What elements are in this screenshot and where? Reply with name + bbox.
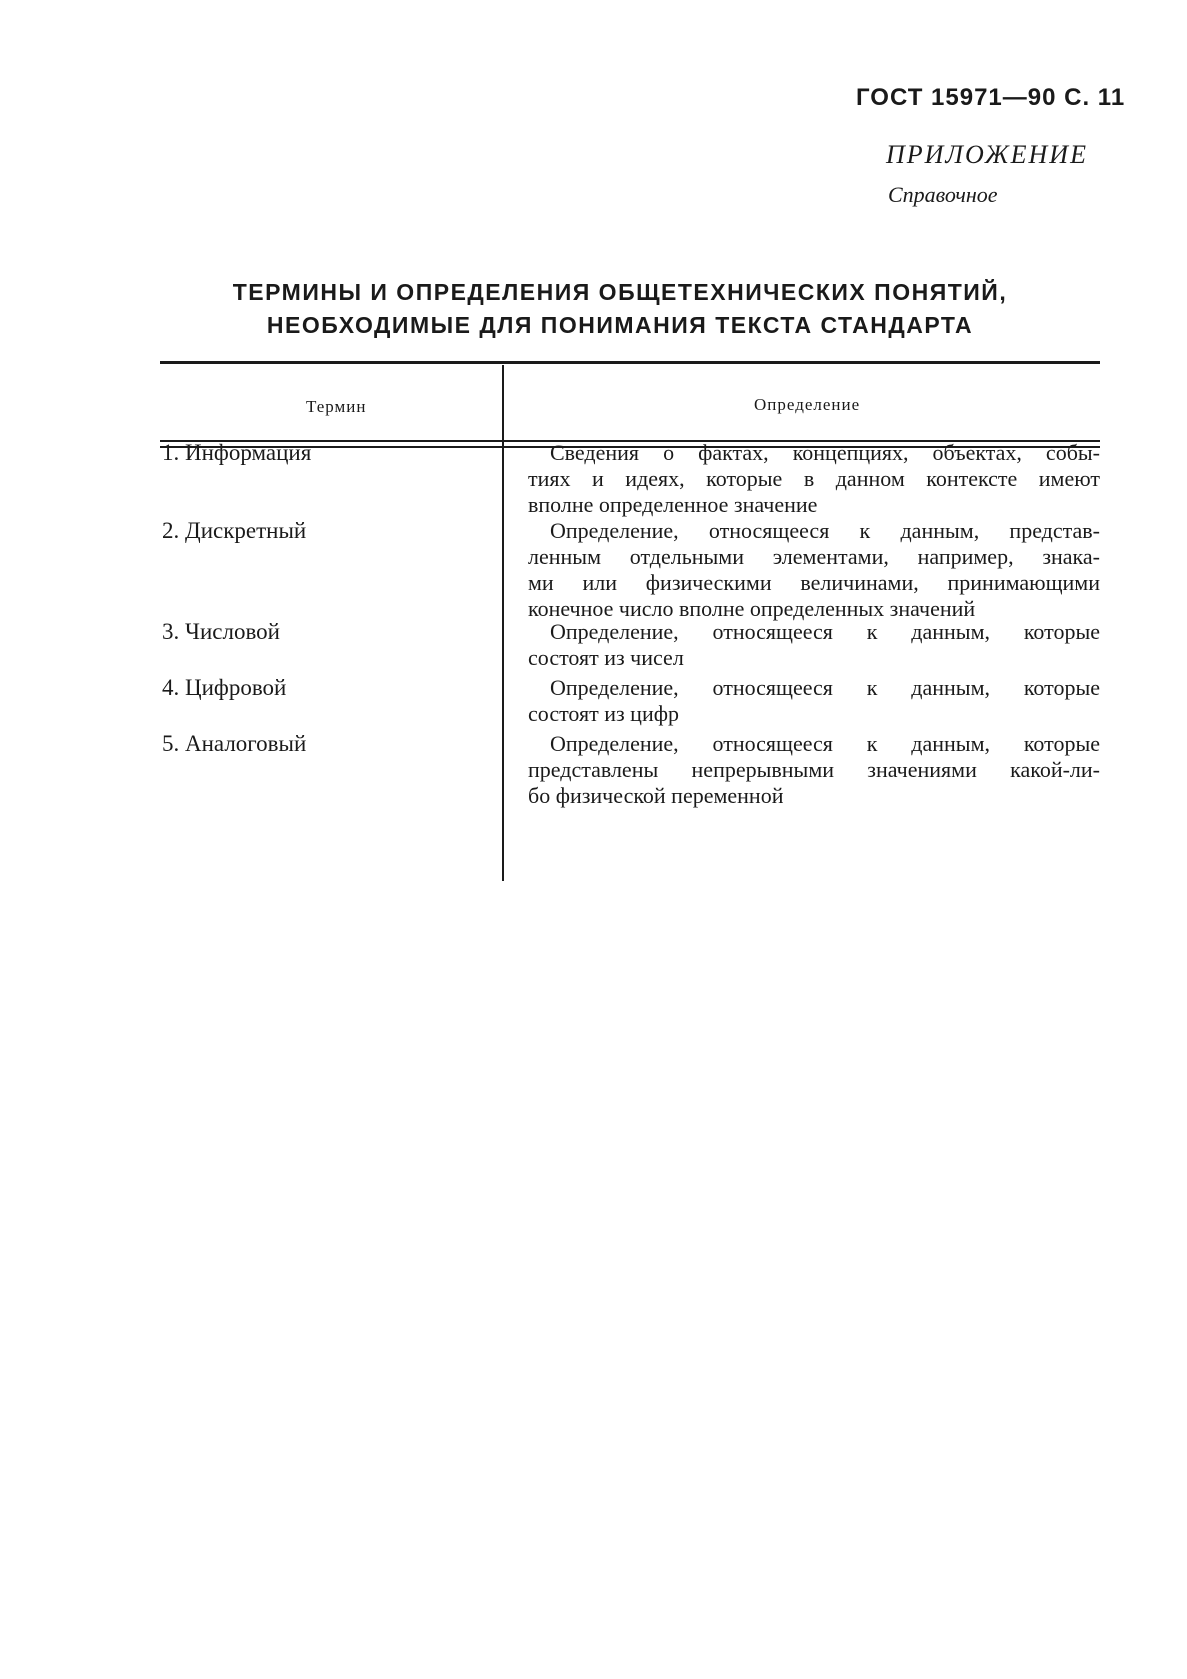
definition-line: Определение, относящееся к данным, которые: [550, 675, 1100, 700]
column-header-term: Термин: [306, 397, 367, 416]
terms-table: [160, 361, 1100, 881]
document-title-line: ТЕРМИНЫ И ОПРЕДЕЛЕНИЯ ОБЩЕТЕХНИЧЕСКИХ ПОНЯТИЙ,: [232, 279, 1008, 305]
appendix-type: Справочное: [888, 182, 998, 207]
term-cell: 4. Цифровой: [162, 675, 287, 700]
definition-line: Определение, относящееся к данным, которые: [550, 731, 1100, 756]
document-title-line: НЕОБХОДИМЫЕ ДЛЯ ПОНИМАНИЯ ТЕКСТА СТАНДАРТА: [266, 312, 974, 338]
definition-line: Определение, относящееся к данным, представ-: [550, 518, 1100, 543]
definition-line: тиях и идеях, которые в данном контексте имеют: [528, 466, 1100, 491]
column-divider: [502, 365, 504, 881]
definition-line: конечное число вполне определенных значений: [528, 596, 976, 621]
definition-cell: [528, 675, 1100, 727]
definition-cell: [528, 619, 1100, 671]
definition-line: представлены непрерывными значениями какой-ли-: [528, 757, 1100, 782]
appendix-label: ПРИЛОЖЕНИЕ: [886, 140, 1088, 169]
term-cell: 3. Числовой: [162, 619, 280, 644]
page-header: ГОСТ 15971—90 С. 11: [856, 84, 1126, 111]
definition-cell: [528, 440, 1100, 518]
term-cell: 2. Дискретный: [162, 518, 307, 543]
definition-line: ленным отдельными элементами, например, знака-: [528, 544, 1100, 569]
term-cell: 5. Аналоговый: [162, 731, 307, 756]
definition-line: состоят из чисел: [528, 645, 684, 670]
definition-line: вполне определенное значение: [528, 492, 818, 517]
document-title: [150, 276, 1090, 342]
term-cell: 1. Информация: [162, 440, 312, 465]
definition-cell: [528, 731, 1100, 809]
table-top-rule: [160, 361, 1100, 364]
definition-line: Сведения о фактах, концепциях, объектах, собы-: [550, 440, 1100, 465]
definition-cell: [528, 518, 1100, 622]
definition-line: состоят из цифр: [528, 701, 679, 726]
definition-line: ми или физическими величинами, принимающими: [528, 570, 1100, 595]
column-header-definition: Определение: [754, 395, 861, 414]
definition-line: Определение, относящееся к данным, которые: [550, 619, 1100, 644]
definition-line: бо физической переменной: [528, 783, 784, 808]
